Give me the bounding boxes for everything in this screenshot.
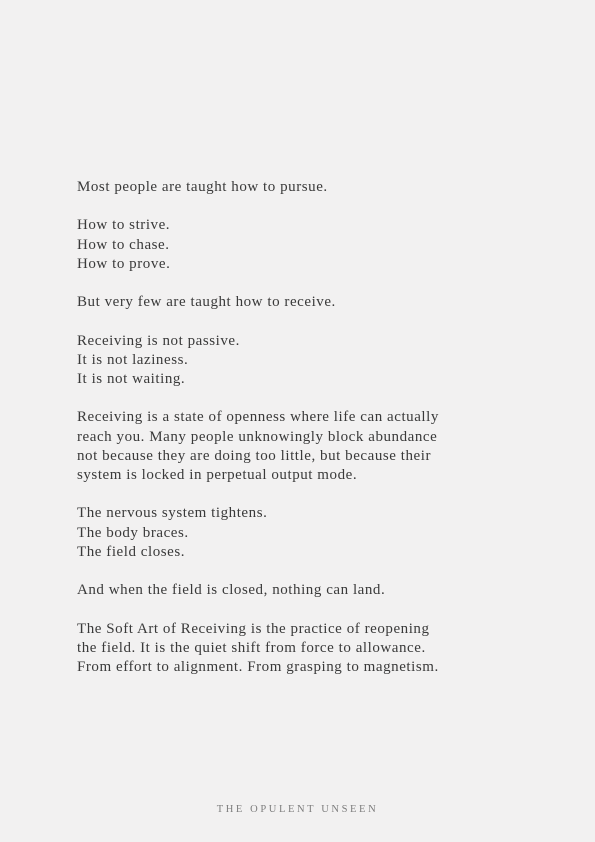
text-line: The body braces. (77, 524, 189, 541)
text-line: How to chase. (77, 236, 170, 253)
text-line: How to prove. (77, 255, 171, 272)
paragraph (77, 178, 527, 197)
text-line: system is locked in perpetual output mode. (77, 466, 358, 483)
paragraph (77, 581, 527, 600)
page-footer: THE OPULENT UNSEEN (216, 804, 379, 815)
text-line: reach you. Many people unknowingly block abundance (77, 428, 438, 445)
text-line: not because they are doing too little, but because their (77, 447, 432, 464)
text-line: But very few are taught how to receive. (77, 294, 336, 311)
paragraph (77, 216, 527, 274)
paragraph (77, 293, 527, 312)
text-line: The field closes. (77, 543, 186, 560)
text-line: And when the field is closed, nothing can land. (77, 582, 386, 599)
text-line: Receiving is not passive. (77, 332, 240, 349)
body-text (77, 178, 527, 696)
paragraph (77, 504, 527, 562)
text-line: How to strive. (77, 217, 171, 234)
text-line: From effort to alignment. From grasping to magnetism. (77, 658, 439, 675)
paragraph (77, 408, 527, 485)
text-line: Most people are taught how to pursue. (77, 179, 328, 195)
text-line: The nervous system tightens. (77, 505, 268, 522)
text-line: The Soft Art of Receiving is the practice of reopening (77, 620, 430, 637)
text-line: Receiving is a state of openness where life can actually (77, 409, 439, 426)
paragraph (77, 332, 527, 390)
text-line: It is not laziness. (77, 351, 189, 368)
paragraph (77, 620, 527, 678)
text-line: the field. It is the quiet shift from force to allowance. (77, 639, 426, 656)
text-line: It is not waiting. (77, 370, 186, 387)
